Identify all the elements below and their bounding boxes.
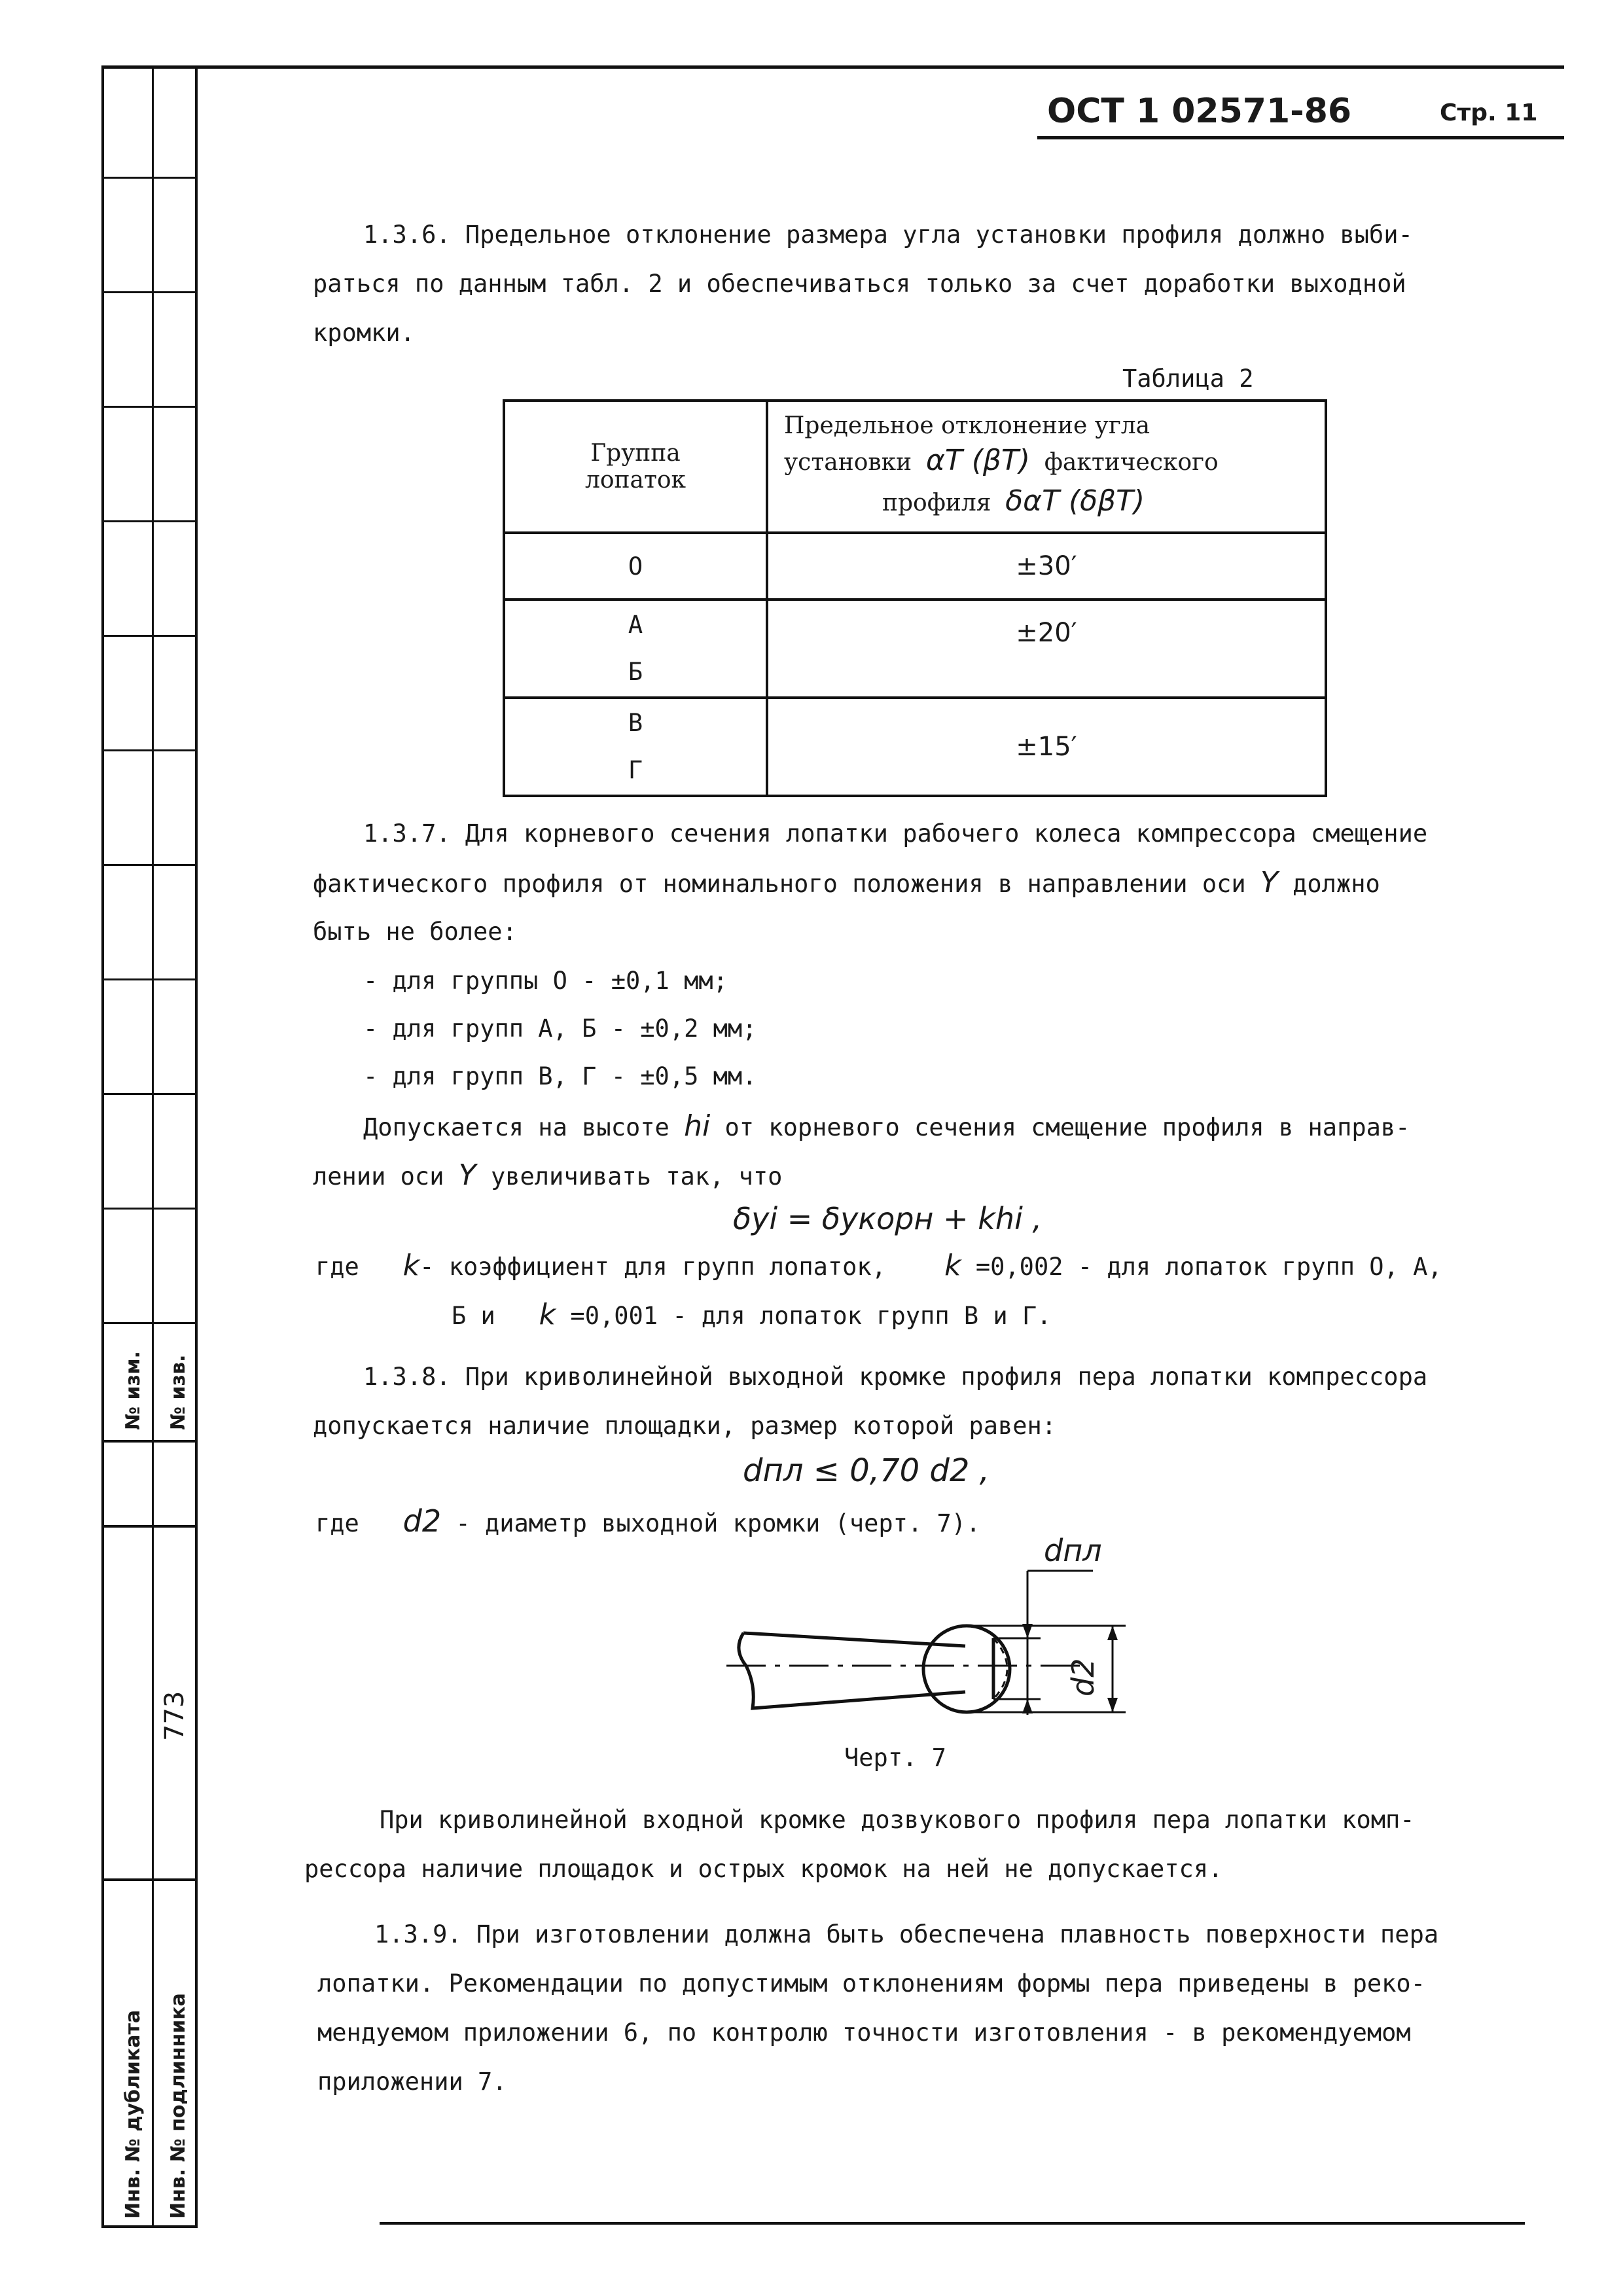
- displacement-formula: δyi = δyкорн + khi ,: [733, 1201, 1043, 1236]
- inlet-edge-note-1: При криволинейной входной кромке дозвукового профиля пера лопатки комп-: [380, 1806, 1415, 1834]
- original-inv-label: Инв. № подлинника: [167, 1993, 190, 2219]
- inventory-number: 773: [160, 1691, 190, 1741]
- sec-1-3-9-line-4: приложении 7.: [317, 2068, 507, 2096]
- flat-size-formula: dпл ≤ 0,70 d2 ,: [743, 1452, 990, 1489]
- footer-rule: [380, 2222, 1525, 2225]
- sec-1-3-6-line-3: кромки.: [313, 319, 415, 347]
- coefficient-line-2: Б и k =0,001 - для лопаток групп В и Г.: [452, 1298, 1052, 1331]
- sec-1-3-6-line-2: раться по данным табл. 2 и обеспечиваться только за счет доработки выходной: [313, 270, 1406, 298]
- dim-label-flat: dпл: [1044, 1533, 1102, 1568]
- table-row: В Г ±15′: [504, 698, 1326, 796]
- change-number-label: № изм.: [122, 1351, 145, 1430]
- sec-1-3-7-line-2: фактического профиля от номинального положения в направлении оси Y должно: [313, 866, 1380, 899]
- duplicate-inv-label: Инв. № дубликата: [122, 2009, 145, 2219]
- dim-label-diameter: d2: [1065, 1658, 1101, 1696]
- table-header-deviation: Предельное отклонение угла установки αТ (βТ) фактического профиля δαТ (δβТ): [767, 401, 1326, 533]
- table-2: [503, 399, 1327, 797]
- allowance-line-1: Допускается на высоте hi от корневого сечения смещение профиля в направ-: [363, 1109, 1410, 1143]
- sec-1-3-8-line-1: 1.3.8. При криволинейной выходной кромке профиля пера лопатки компрессора: [363, 1363, 1428, 1391]
- sec-1-3-6-line-1: 1.3.6. Предельное отклонение размера угла установки профиля должно выби-: [363, 221, 1413, 249]
- table-row: О ±30′: [504, 533, 1326, 600]
- blade-edge-drawing: [720, 1545, 1178, 1754]
- table-header-group: Группа лопаток: [504, 401, 767, 533]
- inlet-edge-note-2: рессора наличие площадок и острых кромок на ней не допускается.: [304, 1855, 1223, 1883]
- coefficient-line-1: где k- коэффициент для групп лопаток, k =0,002 - для лопаток групп О, А,: [315, 1249, 1442, 1282]
- sec-1-3-7-line-3: быть не более:: [313, 918, 517, 946]
- sec-1-3-9-line-3: мендуемом приложении 6, по контролю точности изготовления - в рекомендуемом: [317, 2018, 1411, 2047]
- table-row: А Б ±20′: [504, 600, 1326, 698]
- sec-1-3-9-line-2: лопатки. Рекомендации по допустимым отклонениям формы пера приведены в реко-: [317, 1969, 1425, 1998]
- page-number: Стр. 11: [1440, 99, 1538, 126]
- allowance-line-2: лении оси Y увеличивать так, что: [313, 1158, 783, 1192]
- standard-code: ОСТ 1 02571-86: [1047, 92, 1352, 131]
- sec-1-3-7-line-1: 1.3.7. Для корневого сечения лопатки рабочего колеса компрессора смещение: [363, 819, 1428, 848]
- header-rule: [1037, 136, 1564, 139]
- list-item: - для групп А, Б - ±0,2 мм;: [363, 1014, 757, 1043]
- figure-caption: Черт. 7: [844, 1744, 946, 1772]
- sec-1-3-9-line-1: 1.3.9. При изготовлении должна быть обеспечена плавность поверхности пера: [374, 1920, 1439, 1948]
- diameter-definition: где d2 - диаметр выходной кромки (черт. 7).: [315, 1503, 981, 1539]
- notice-number-label: № изв.: [167, 1354, 190, 1430]
- list-item: - для групп В, Г - ±0,5 мм.: [363, 1062, 757, 1090]
- table-caption: Таблица 2: [1122, 365, 1254, 393]
- list-item: - для группы О - ±0,1 мм;: [363, 967, 728, 995]
- sec-1-3-8-line-2: допускается наличие площадки, размер которой равен:: [313, 1412, 1057, 1440]
